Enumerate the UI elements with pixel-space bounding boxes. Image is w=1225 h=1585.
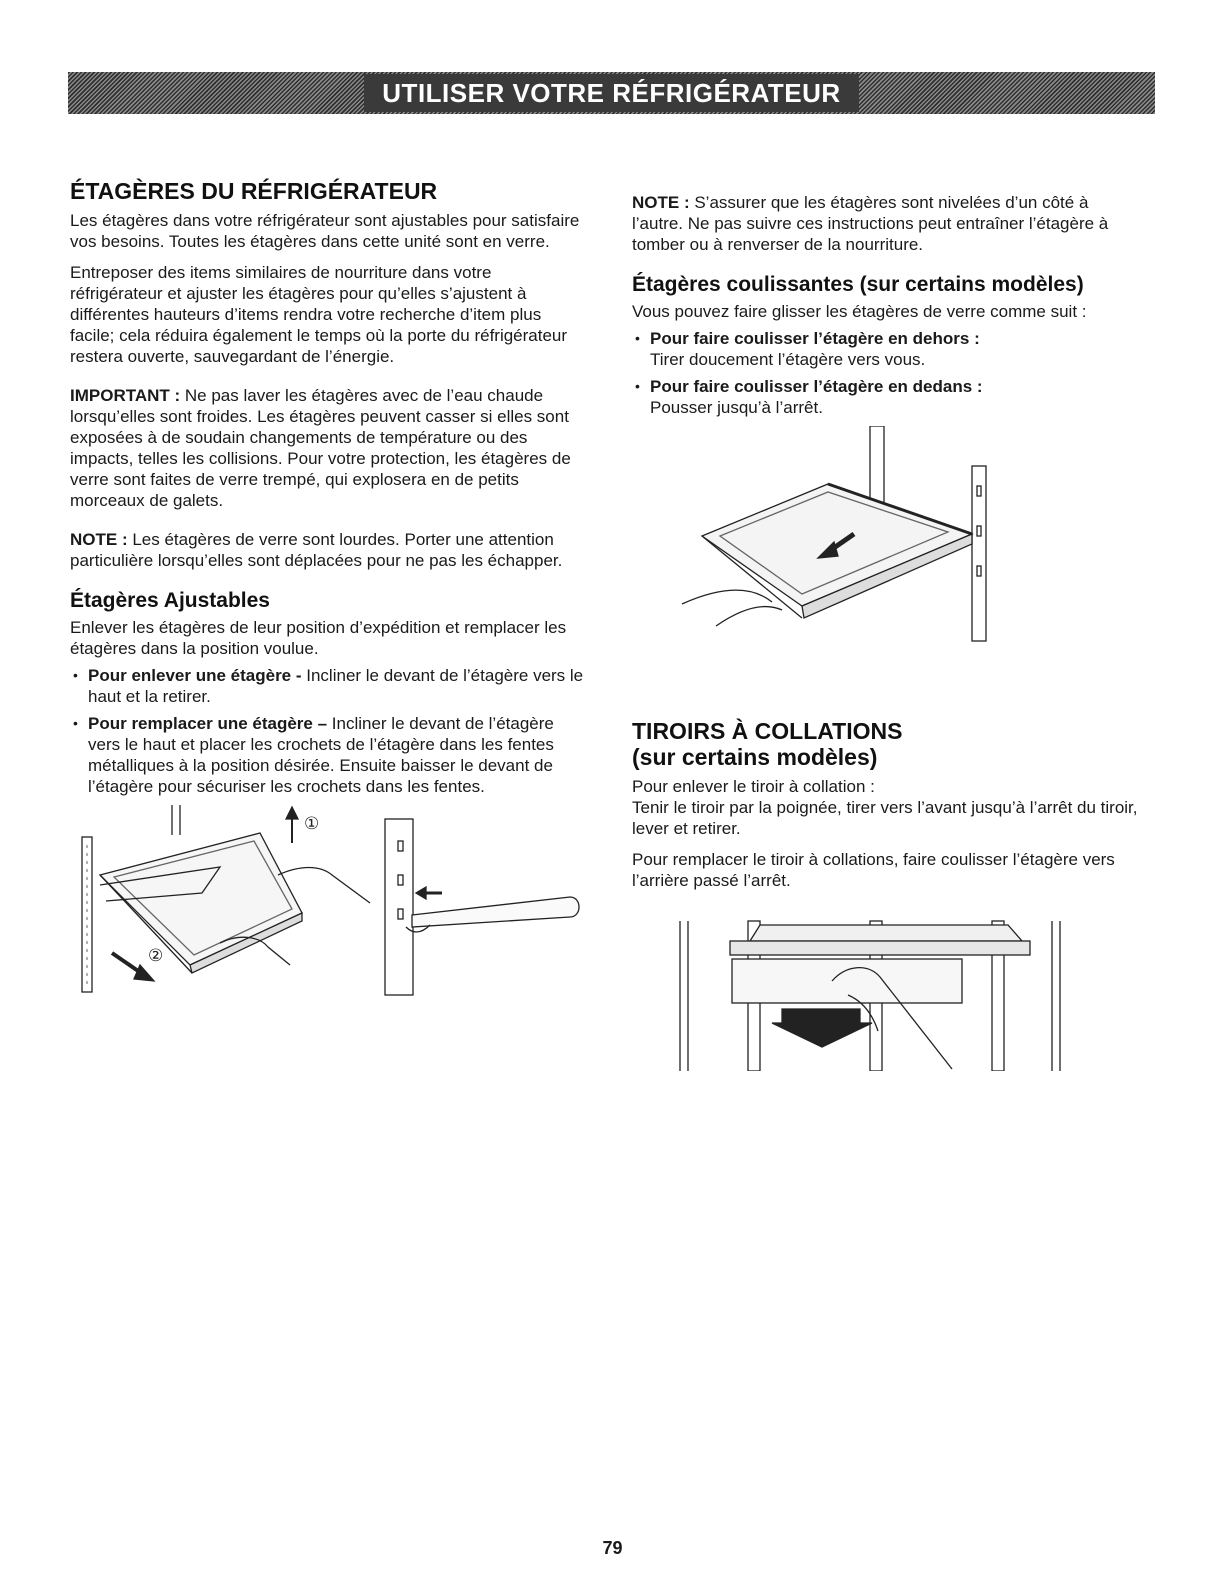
- snack-drawers-title: TIROIRS À COLLATIONS: [632, 718, 903, 744]
- page-title: UTILISER VOTRE RÉFRIGÉRATEUR: [364, 74, 858, 112]
- note-label: NOTE :: [632, 193, 690, 212]
- header-banner: [68, 72, 1155, 114]
- list-item: [70, 713, 585, 797]
- left-column: [70, 178, 585, 1005]
- list-item: [632, 376, 1142, 418]
- snack-remove-text: Tenir le tiroir par la poignée, tirer vers l’avant jusqu’à l’arrêt du tiroir, lever et retirer.: [632, 798, 1138, 838]
- list-item: [70, 665, 585, 707]
- shelves-storage-paragraph: Entreposer des items similaires de nourriture dans votre réfrigérateur et ajuster les étagères pour qu’elles s’ajustent à différentes hauteurs d’items rendra votre recherche d’item plus facile; cela réduira également le temps où la porte du réfrigérateur restera ouverte, sauvegardant de l’énergie.: [70, 263, 568, 366]
- note-label: NOTE :: [70, 530, 128, 549]
- note-paragraph-left: [70, 529, 585, 571]
- snack-replace-text: Pour remplacer le tiroir à collations, faire coulisser l’étagère vers l’arrière passé l’arrêt.: [632, 850, 1115, 890]
- snack-drawers-subtitle: (sur certains modèles): [632, 744, 878, 770]
- list-item-text: Tirer doucement l’étagère vers vous.: [650, 350, 926, 369]
- section-title-shelves: ÉTAGÈRES DU RÉFRIGÉRATEUR: [70, 178, 438, 204]
- list-item-label: • Pour faire coulisser l’étagère en dehors :: [650, 329, 980, 348]
- step-2-marker: ②: [148, 946, 164, 966]
- sliding-shelves-title: Étagères coulissantes (sur certains modèles): [632, 273, 1084, 296]
- right-column: [632, 178, 1142, 1071]
- list-item-text: Incliner le devant de l’étagère vers le haut et placer les crochets de l’étagère dans les fentes métalliques à la position désirée. Ensuite baisser le devant de l’étagère pour sécuriser les crochets dans les fentes.: [88, 714, 554, 796]
- adjustable-shelf-illustration: [70, 805, 585, 1005]
- list-item-label: Pour enlever une étagère -: [88, 666, 302, 685]
- important-label: IMPORTANT :: [70, 386, 181, 405]
- snack-remove-heading: Pour enlever le tiroir à collation :: [632, 777, 875, 796]
- step-1-marker: ①: [304, 814, 320, 834]
- list-item-text: Incliner le devant de l’étagère vers le haut et la retirer.: [88, 666, 584, 706]
- note-text: Les étagères de verre sont lourdes. Porter une attention particulière lorsqu’elles sont déplacées pour ne pas les échapper.: [70, 530, 563, 570]
- note-paragraph-right: [632, 192, 1142, 255]
- shelves-intro-paragraph: Les étagères dans votre réfrigérateur sont ajustables pour satisfaire vos besoins. Toutes les étagères dans cette unité sont en verre.: [70, 211, 580, 251]
- list-item-label: Pour remplacer une étagère –: [88, 714, 328, 733]
- adjustable-list: [70, 665, 585, 797]
- sliding-shelf-illustration: [632, 426, 1142, 646]
- list-item: [632, 328, 1142, 370]
- adjustable-shelves-title: Étagères Ajustables: [70, 589, 270, 612]
- sliding-list: [632, 328, 1142, 418]
- sliding-intro: Vous pouvez faire glisser les étagères de verre comme suit :: [632, 302, 1087, 321]
- adjustable-intro: Enlever les étagères de leur position d’expédition et remplacer les étagères dans la position voulue.: [70, 618, 567, 658]
- important-text: Ne pas laver les étagères avec de l’eau chaude lorsqu’elles sont froides. Les étagères peuvent casser si elles sont exposées à de soudain changements de température ou des impacts, telles les collisions. Pour votre protection, les étagères de verre sont faites de verre trempé, qui explosera en de petits morceaux de galets.: [70, 386, 571, 510]
- snack-drawer-illustration: [632, 901, 1142, 1071]
- important-paragraph: [70, 385, 585, 511]
- page-number: 79: [602, 1538, 623, 1558]
- list-item-label: • Pour faire coulisser l’étagère en dedans :: [650, 377, 983, 396]
- note-text: S’assurer que les étagères sont nivelées d’un côté à l’autre. Ne pas suivre ces instructions peut entraîner l’étagère à tomber ou à renverser de la nourriture.: [632, 193, 1109, 254]
- list-item-text: Pousser jusqu’à l’arrêt.: [650, 398, 823, 417]
